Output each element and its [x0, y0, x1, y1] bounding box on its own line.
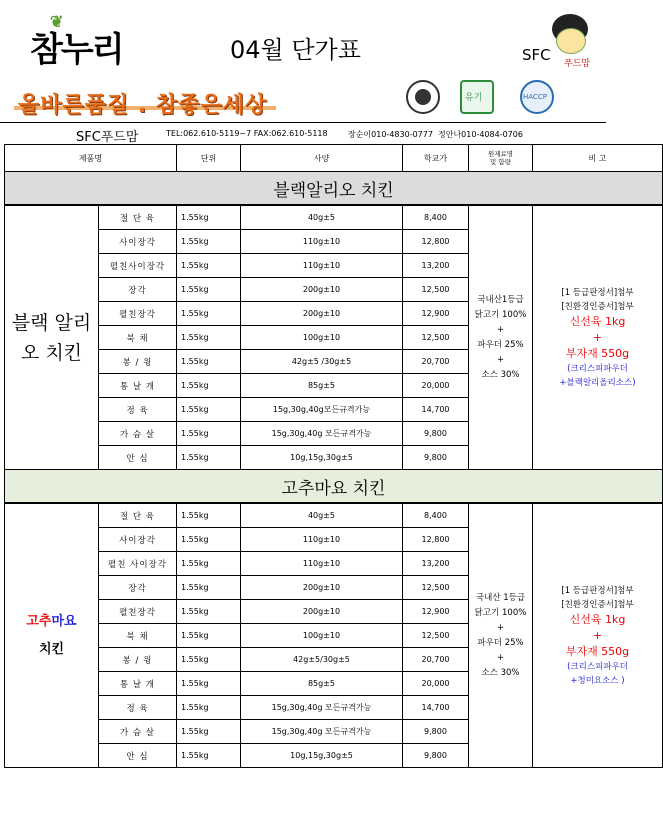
product-name: 정 육	[99, 398, 177, 422]
col-origin-line1: 원재료명	[487, 150, 514, 158]
chef-face-icon	[556, 28, 586, 54]
price-cell: 12,500	[403, 326, 469, 350]
product-name: 북 채	[99, 326, 177, 350]
product-name: 통 날 개	[99, 672, 177, 696]
ingredient-line: +	[496, 354, 505, 365]
product-group-label	[5, 503, 99, 768]
unit-cell: 1.55kg	[177, 374, 241, 398]
section-title: 블랙알리오 치킨	[5, 172, 663, 206]
note-line: (크리스피파우더	[567, 363, 628, 374]
unit-cell: 1.55kg	[177, 576, 241, 600]
product-name: 봉 / 윙	[99, 648, 177, 672]
spec-cell: 15g,30g,40g 모든규격가능	[241, 720, 403, 744]
spec-cell: 110g±10	[241, 254, 403, 278]
price-cell: 12,500	[403, 576, 469, 600]
col-origin	[469, 145, 533, 172]
spec-cell: 100g±10	[241, 624, 403, 648]
price-cell: 14,700	[403, 696, 469, 720]
spec-cell: 40g±5	[241, 205, 403, 230]
table-row	[5, 205, 663, 230]
price-cell: 9,800	[403, 720, 469, 744]
price-cell: 12,500	[403, 624, 469, 648]
price-cell: 8,400	[403, 503, 469, 528]
product-name: 가 슴 살	[99, 422, 177, 446]
price-cell: 20,700	[403, 648, 469, 672]
col-spec: 사양	[241, 145, 403, 172]
spec-cell: 42g±5 /30g±5	[241, 350, 403, 374]
product-name: 장각	[99, 278, 177, 302]
spec-cell: 85g±5	[241, 672, 403, 696]
price-cell: 14,700	[403, 398, 469, 422]
note-line: [1 등급판정서]첨부	[561, 585, 634, 596]
spec-cell: 200g±10	[241, 600, 403, 624]
ingredient-line: 파우더 25%	[477, 637, 524, 648]
unit-cell: 1.55kg	[177, 696, 241, 720]
col-product: 제품명	[5, 145, 177, 172]
ingredients-cell	[469, 205, 533, 470]
price-cell: 13,200	[403, 552, 469, 576]
ingredient-line: 닭고기 100%	[474, 607, 527, 618]
leaf-icon: ❦	[50, 12, 62, 31]
price-cell: 20,700	[403, 350, 469, 374]
ingredient-line: 소스 30%	[481, 369, 520, 380]
group-label-black: 치킨	[38, 641, 65, 657]
price-cell: 12,800	[403, 230, 469, 254]
organic-cert-icon	[460, 80, 494, 114]
product-name: 봉 / 윙	[99, 350, 177, 374]
ingredient-line: +	[496, 622, 505, 633]
price-cell: 9,800	[403, 744, 469, 768]
spec-cell: 85g±5	[241, 374, 403, 398]
ingredient-line: +	[496, 324, 505, 335]
company-info-bar	[0, 122, 606, 145]
unit-cell: 1.55kg	[177, 600, 241, 624]
page-title: 04월 단가표	[230, 36, 361, 64]
sfc-logo-text: SFC	[522, 46, 551, 64]
unit-cell: 1.55kg	[177, 398, 241, 422]
contact-2: 정안나010-4084-0706	[438, 130, 523, 139]
unit-cell: 1.55kg	[177, 326, 241, 350]
haccp-cert-icon	[520, 80, 554, 114]
product-name: 펼친장각	[99, 302, 177, 326]
price-cell: 9,800	[403, 446, 469, 470]
unit-cell: 1.55kg	[177, 350, 241, 374]
spec-cell: 15g,30g,40g 모든규격가능	[241, 422, 403, 446]
chamnuri-logo	[30, 12, 123, 71]
product-name: 펼친사이장각	[99, 254, 177, 278]
price-cell: 20,000	[403, 672, 469, 696]
product-name: 장각	[99, 576, 177, 600]
spec-cell: 110g±10	[241, 552, 403, 576]
price-table	[4, 144, 663, 768]
product-name: 북 채	[99, 624, 177, 648]
price-cell: 8,400	[403, 205, 469, 230]
product-name: 절 단 육	[99, 503, 177, 528]
section-title-row	[5, 470, 663, 504]
spec-cell: 110g±10	[241, 230, 403, 254]
note-cell	[533, 205, 663, 470]
unit-cell: 1.55kg	[177, 528, 241, 552]
spec-cell: 10g,15g,30g±5	[241, 744, 403, 768]
product-name: 펼친장각	[99, 600, 177, 624]
table-header-row	[5, 145, 663, 172]
ingredients-cell	[469, 503, 533, 768]
section-title: 고추마요 치킨	[5, 470, 663, 504]
ingredient-line: 소스 30%	[481, 667, 520, 678]
col-price: 학교가	[403, 145, 469, 172]
ingredient-line: 국내산 1등급	[475, 592, 526, 603]
spec-cell: 15g,30g,40g모든규격가능	[241, 398, 403, 422]
price-cell: 12,800	[403, 528, 469, 552]
unit-cell: 1.55kg	[177, 302, 241, 326]
product-name: 절 단 육	[99, 205, 177, 230]
unit-cell: 1.55kg	[177, 254, 241, 278]
spec-cell: 15g,30g,40g 모든규격가능	[241, 696, 403, 720]
grade-seal-icon	[406, 80, 440, 114]
product-name: 정 육	[99, 696, 177, 720]
product-name: 가 슴 살	[99, 720, 177, 744]
unit-cell: 1.55kg	[177, 720, 241, 744]
ingredient-line: 파우더 25%	[477, 339, 524, 350]
price-cell: 12,500	[403, 278, 469, 302]
note-line: +블랙알리올리소스)	[559, 377, 636, 388]
note-line: 신선육 1kg	[569, 612, 626, 626]
spec-cell: 100g±10	[241, 326, 403, 350]
group-label: 블랙 알리오 치킨	[11, 311, 92, 364]
sfc-logo	[522, 14, 592, 74]
spec-cell: 200g±10	[241, 302, 403, 326]
note-line: [친환경인증서]첨부	[561, 301, 634, 312]
note-line: +청미요소스 )	[570, 675, 625, 686]
note-line: [1 등급판정서]첨부	[561, 287, 634, 298]
company-tel-fax: TEL:062.610-5119~7 FAX:062.610-5118	[166, 129, 328, 138]
ingredient-line: 닭고기 100%	[474, 309, 527, 320]
slogan: 올바른품질 . 참좋은세상	[18, 93, 268, 118]
contact-1: 장순이010-4830-0777	[348, 130, 433, 139]
note-line: 신선육 1kg	[569, 314, 626, 328]
spec-cell: 200g±10	[241, 278, 403, 302]
product-group-label	[5, 205, 99, 470]
product-name: 사이장각	[99, 528, 177, 552]
product-name: 사이장각	[99, 230, 177, 254]
spec-cell: 40g±5	[241, 503, 403, 528]
note-line: 부자재 550g	[565, 346, 630, 360]
col-unit: 단위	[177, 145, 241, 172]
unit-cell: 1.55kg	[177, 552, 241, 576]
unit-cell: 1.55kg	[177, 422, 241, 446]
ingredient-line: +	[496, 652, 505, 663]
ingredient-line: 국내산1등급	[477, 294, 524, 305]
unit-cell: 1.55kg	[177, 744, 241, 768]
unit-cell: 1.55kg	[177, 205, 241, 230]
note-cell	[533, 503, 663, 768]
note-line: 부자재 550g	[565, 644, 630, 658]
company-name: SFC푸드맘	[76, 130, 139, 145]
page-header	[0, 0, 606, 120]
spec-cell: 42g±5/30g±5	[241, 648, 403, 672]
table-row	[5, 503, 663, 528]
group-label-blue: 마요	[51, 613, 77, 629]
price-cell: 12,900	[403, 600, 469, 624]
price-cell: 13,200	[403, 254, 469, 278]
spec-cell: 10g,15g,30g±5	[241, 446, 403, 470]
col-note: 비 고	[533, 145, 663, 172]
price-cell: 9,800	[403, 422, 469, 446]
sfc-logo-sub: 푸드맘	[564, 59, 591, 69]
unit-cell: 1.55kg	[177, 230, 241, 254]
spec-cell: 110g±10	[241, 528, 403, 552]
section-title-row	[5, 172, 663, 206]
product-name: 안 심	[99, 446, 177, 470]
logo-text: 참누리	[30, 30, 123, 70]
note-line: [친환경인증서]첨부	[561, 599, 634, 610]
unit-cell: 1.55kg	[177, 624, 241, 648]
unit-cell: 1.55kg	[177, 278, 241, 302]
price-cell: 20,000	[403, 374, 469, 398]
note-line: +	[592, 628, 603, 642]
unit-cell: 1.55kg	[177, 446, 241, 470]
unit-cell: 1.55kg	[177, 672, 241, 696]
product-name: 안 심	[99, 744, 177, 768]
product-name: 통 날 개	[99, 374, 177, 398]
spec-cell: 200g±10	[241, 576, 403, 600]
note-line: (크리스피파우더	[567, 661, 628, 672]
group-label-red: 고추	[26, 613, 52, 629]
note-line: +	[592, 330, 603, 344]
price-cell: 12,900	[403, 302, 469, 326]
product-name: 펼친 사이장각	[99, 552, 177, 576]
col-origin-line2: 및 함량	[490, 158, 511, 166]
unit-cell: 1.55kg	[177, 648, 241, 672]
unit-cell: 1.55kg	[177, 503, 241, 528]
